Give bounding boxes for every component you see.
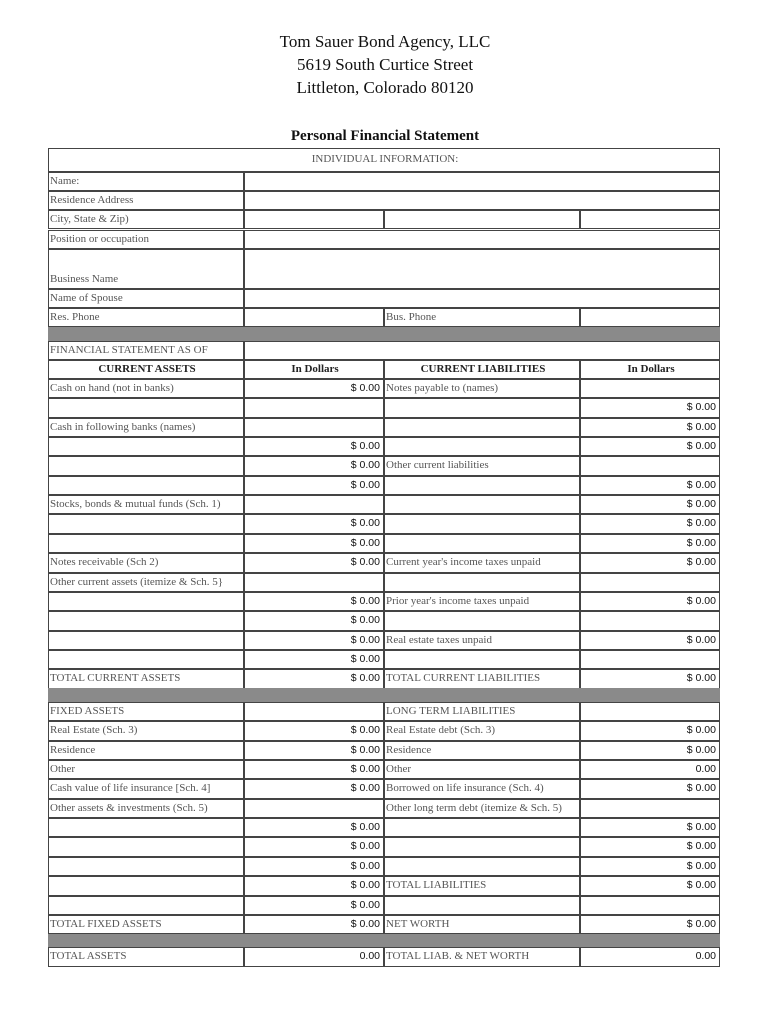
liability-label: Current year's income taxes unpaid	[386, 556, 541, 568]
asset-amount: $ 0.00	[350, 382, 380, 394]
asset-label-cell	[48, 857, 244, 876]
asset-amount: $ 0.00	[350, 744, 380, 756]
liability-label: Real Estate debt (Sch. 3)	[386, 724, 496, 736]
asset-label: Stocks, bonds & mutual funds (Sch. 1)	[50, 498, 221, 510]
liability-amount: $ 0.00	[686, 421, 716, 433]
liability-label: Prior year's income taxes unpaid	[386, 595, 530, 607]
asset-label: Cash in following banks (names)	[50, 421, 196, 433]
asset-amount: $ 0.00	[350, 763, 380, 775]
asset-amount: $ 0.00	[350, 672, 380, 684]
liability-amount: $ 0.00	[686, 744, 716, 756]
liability-amount: $ 0.00	[686, 537, 716, 549]
total-liab-amount: 0.00	[695, 950, 716, 962]
separator-band	[48, 934, 720, 947]
asset-label-cell	[48, 534, 244, 553]
liability-amount: $ 0.00	[686, 440, 716, 452]
liability-label: Other long term debt (itemize & Sch. 5)	[386, 802, 562, 814]
asset-amount-field[interactable]	[244, 495, 384, 514]
liability-amount: 0.00	[695, 763, 716, 775]
asset-amount: $ 0.00	[350, 556, 380, 568]
agency-street: 5619 South Curtice Street	[296, 55, 474, 74]
asset-label-cell	[48, 456, 244, 476]
asset-label: Other	[50, 763, 76, 775]
asset-amount: $ 0.00	[350, 595, 380, 607]
liability-label: Other	[386, 763, 412, 775]
asset-amount-field[interactable]	[244, 702, 384, 721]
asset-amount: $ 0.00	[350, 479, 380, 491]
asset-label: FIXED ASSETS	[50, 705, 125, 717]
liability-amount-field[interactable]	[580, 799, 720, 818]
liability-amount-field[interactable]	[580, 611, 720, 631]
total-assets-amount: 0.00	[359, 950, 380, 962]
liability-label-cell	[384, 573, 580, 592]
liability-label-cell	[384, 476, 580, 495]
liability-amount: $ 0.00	[686, 634, 716, 646]
asset-amount: $ 0.00	[350, 634, 380, 646]
asset-amount: $ 0.00	[350, 840, 380, 852]
agency-name: Tom Sauer Bond Agency, LLC	[279, 32, 491, 51]
liability-label-cell	[384, 437, 580, 456]
liability-amount: $ 0.00	[686, 879, 716, 891]
asset-amount: $ 0.00	[350, 860, 380, 872]
liability-amount: $ 0.00	[686, 724, 716, 736]
asset-amount: $ 0.00	[350, 918, 380, 930]
liability-amount-field[interactable]	[580, 379, 720, 398]
liability-label: LONG TERM LIABILITIES	[386, 705, 516, 717]
separator-band	[48, 327, 720, 341]
liability-label-cell	[384, 418, 580, 437]
business-name-label: Business Name	[50, 273, 119, 285]
liability-label-cell	[384, 896, 580, 915]
liability-amount-field[interactable]	[580, 650, 720, 669]
in-dollars-left-heading: In Dollars	[291, 363, 339, 375]
liability-label-cell	[384, 611, 580, 631]
liability-amount: $ 0.00	[686, 595, 716, 607]
asset-amount: $ 0.00	[350, 614, 380, 626]
asset-label-cell	[48, 896, 244, 915]
liability-amount: $ 0.00	[686, 498, 716, 510]
liability-amount: $ 0.00	[686, 672, 716, 684]
liability-label-cell	[384, 398, 580, 418]
liability-label-cell	[384, 650, 580, 669]
asset-label: Other current assets (itemize & Sch. 5}	[50, 576, 223, 588]
business-name-field[interactable]	[244, 249, 720, 289]
liability-amount: $ 0.00	[686, 479, 716, 491]
city-state-zip-label: City, State & Zip)	[50, 213, 129, 225]
asset-label-cell	[48, 611, 244, 631]
liability-label-cell	[384, 818, 580, 837]
liability-label: TOTAL CURRENT LIABILITIES	[386, 672, 541, 684]
asset-label: Cash value of life insurance [Sch. 4]	[50, 782, 211, 794]
asset-amount-field[interactable]	[244, 799, 384, 818]
asset-amount: $ 0.00	[350, 724, 380, 736]
asset-amount: $ 0.00	[350, 459, 380, 471]
liability-label: Other current liabilities	[386, 459, 489, 471]
spouse-field[interactable]	[244, 289, 720, 308]
asset-label: Real Estate (Sch. 3)	[50, 724, 138, 736]
liability-label: TOTAL LIABILITIES	[386, 879, 487, 891]
position-field[interactable]	[244, 230, 720, 249]
liability-amount: $ 0.00	[686, 517, 716, 529]
asset-label: Other assets & investments (Sch. 5)	[50, 802, 208, 814]
liability-amount: $ 0.00	[686, 401, 716, 413]
asset-amount: $ 0.00	[350, 653, 380, 665]
asset-label: Cash on hand (not in banks)	[50, 382, 174, 394]
asset-amount: $ 0.00	[350, 782, 380, 794]
asset-amount-field[interactable]	[244, 398, 384, 418]
form-title: Personal Financial Statement	[290, 128, 480, 144]
liability-amount: $ 0.00	[686, 782, 716, 794]
liability-amount-field[interactable]	[580, 896, 720, 915]
statement-date-field[interactable]	[244, 341, 720, 360]
liability-label-cell	[384, 857, 580, 876]
asset-label-cell	[48, 818, 244, 837]
asset-amount-field[interactable]	[244, 573, 384, 592]
bus-phone-field[interactable]	[580, 308, 720, 327]
asset-label: TOTAL CURRENT ASSETS	[50, 672, 181, 684]
liability-amount-field[interactable]	[580, 573, 720, 592]
city-field[interactable]	[244, 210, 384, 229]
asset-label: Residence	[50, 744, 96, 756]
asset-label: TOTAL FIXED ASSETS	[50, 918, 162, 930]
res-phone-label: Res. Phone	[50, 311, 100, 323]
asset-label-cell	[48, 650, 244, 669]
res-phone-field[interactable]	[244, 308, 384, 327]
liability-label-cell	[384, 534, 580, 553]
liability-label: Borrowed on life insurance (Sch. 4)	[386, 782, 544, 794]
residence-address-field[interactable]	[244, 191, 720, 210]
liability-label-cell	[384, 837, 580, 857]
asset-amount: $ 0.00	[350, 537, 380, 549]
residence-address-label: Residence Address	[50, 194, 134, 206]
total-assets-label: TOTAL ASSETS	[50, 950, 127, 962]
separator-band	[48, 688, 720, 702]
individual-info-label: INDIVIDUAL INFORMATION:	[311, 153, 459, 165]
liability-amount-field[interactable]	[580, 456, 720, 476]
name-field[interactable]	[244, 172, 720, 191]
position-label: Position or occupation	[50, 233, 149, 245]
name-label: Name:	[50, 175, 80, 187]
liability-amount: $ 0.00	[686, 556, 716, 568]
zip-field[interactable]	[580, 210, 720, 229]
liability-amount: $ 0.00	[686, 860, 716, 872]
asset-label-cell	[48, 837, 244, 857]
asset-label-cell	[48, 514, 244, 534]
asset-amount: $ 0.00	[350, 440, 380, 452]
statement-as-of-label: FINANCIAL STATEMENT AS OF	[50, 344, 208, 356]
liability-label: Residence	[386, 744, 432, 756]
asset-label-cell	[48, 437, 244, 456]
asset-label-cell	[48, 592, 244, 611]
liability-amount: $ 0.00	[686, 918, 716, 930]
asset-amount: $ 0.00	[350, 517, 380, 529]
asset-amount-field[interactable]	[244, 418, 384, 437]
asset-label: Notes receivable (Sch 2)	[50, 556, 159, 568]
liability-label: NET WORTH	[386, 918, 450, 930]
liability-amount: $ 0.00	[686, 821, 716, 833]
bus-phone-label: Bus. Phone	[386, 311, 437, 323]
in-dollars-right-heading: In Dollars	[627, 363, 675, 375]
agency-city: Littleton, Colorado 80120	[296, 78, 474, 97]
total-liab-label: TOTAL LIAB. & NET WORTH	[386, 950, 530, 962]
asset-label-cell	[48, 876, 244, 896]
liability-label-cell	[384, 495, 580, 514]
asset-amount: $ 0.00	[350, 879, 380, 891]
liability-amount-field[interactable]	[580, 702, 720, 721]
liability-amount: $ 0.00	[686, 840, 716, 852]
state-field[interactable]	[384, 210, 580, 229]
current-liabilities-heading: CURRENT LIABILITIES	[420, 363, 546, 375]
asset-label-cell	[48, 631, 244, 650]
liability-label: Notes payable to (names)	[386, 382, 499, 394]
asset-label-cell	[48, 476, 244, 495]
asset-amount: $ 0.00	[350, 821, 380, 833]
liability-label: Real estate taxes unpaid	[386, 634, 492, 646]
current-assets-heading: CURRENT ASSETS	[98, 363, 196, 375]
asset-label-cell	[48, 398, 244, 418]
liability-label-cell	[384, 514, 580, 534]
asset-amount: $ 0.00	[350, 899, 380, 911]
spouse-label: Name of Spouse	[50, 292, 123, 304]
